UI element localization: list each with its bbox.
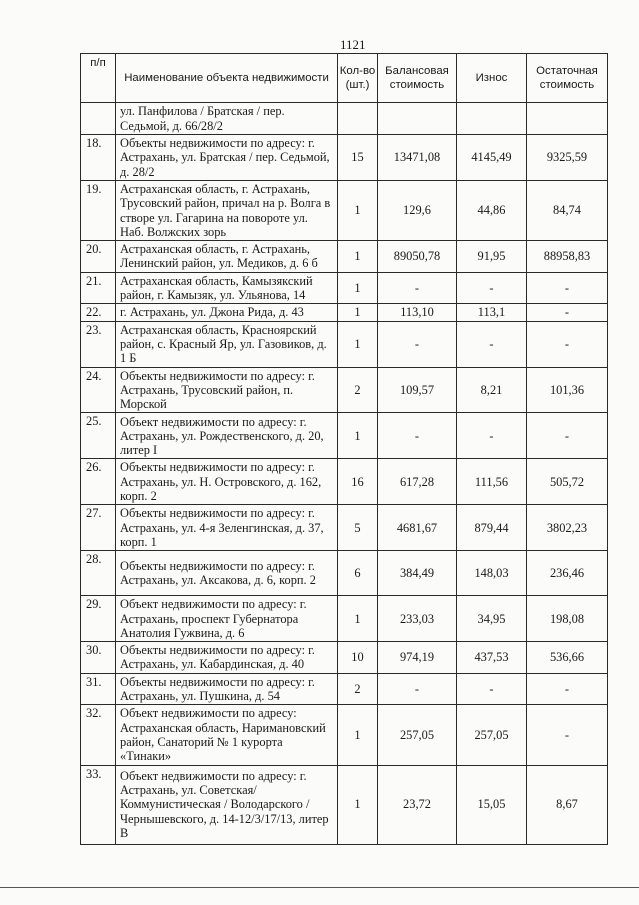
header-no: п/п [81, 54, 116, 103]
row-number: 31. [81, 673, 116, 705]
table-row [81, 272, 608, 304]
row-residual: 88958,83 [527, 241, 608, 273]
row-number: 27. [81, 505, 116, 551]
row-qty: 1 [338, 596, 378, 642]
row-name: Объекты недвижимости по адресу: г. Астрахань, ул. 4-я Зеленгинская, д. 37, корп. 1 [116, 505, 338, 551]
row-qty: 1 [338, 765, 378, 844]
row-qty: 1 [338, 181, 378, 241]
header-wear: Износ [457, 54, 527, 103]
row-qty: 1 [338, 304, 378, 321]
row-balance: 974,19 [378, 642, 457, 674]
row-wear: - [457, 272, 527, 304]
table-row [81, 505, 608, 551]
page-number: 1121 [340, 37, 366, 52]
row-balance: - [378, 413, 457, 459]
row-number: 20. [81, 241, 116, 273]
row-name: Объект недвижимости по адресу: г. Астрахань, проспект Губернатора Анатолия Гужвина, д. 6 [116, 596, 338, 642]
row-number: 22. [81, 304, 116, 321]
row-residual: 9325,59 [527, 135, 608, 181]
table-row [81, 181, 608, 241]
property-table [80, 53, 608, 845]
row-balance: 89050,78 [378, 241, 457, 273]
table-row [81, 103, 608, 135]
row-residual: 84,74 [527, 181, 608, 241]
row-residual: - [527, 304, 608, 321]
row-name: Объекты недвижимости по адресу: г. Астрахань, ул. Аксакова, д. 6, корп. 2 [116, 551, 338, 596]
row-balance: 23,72 [378, 765, 457, 844]
row-wear: - [457, 673, 527, 705]
row-residual: 101,36 [527, 367, 608, 413]
row-residual: - [527, 413, 608, 459]
table-row [81, 241, 608, 273]
row-wear: - [457, 321, 527, 367]
row-wear: 437,53 [457, 642, 527, 674]
row-name: ул. Панфилова / Братская / пер. Седьмой, д. 66/28/2 [116, 103, 338, 135]
row-balance: 109,57 [378, 367, 457, 413]
row-wear: 34,95 [457, 596, 527, 642]
row-name: Объект недвижимости по адресу: г. Астрахань, ул. Рождественского, д. 20, литер I [116, 413, 338, 459]
row-balance: 617,28 [378, 459, 457, 505]
row-balance: - [378, 321, 457, 367]
row-number [81, 103, 116, 135]
row-residual [527, 103, 608, 135]
row-residual: 236,46 [527, 551, 608, 596]
table-row [81, 304, 608, 321]
table-row [81, 135, 608, 181]
row-name: Объекты недвижимости по адресу: г. Астрахань, ул. Пушкина, д. 54 [116, 673, 338, 705]
row-wear: - [457, 413, 527, 459]
row-wear: 257,05 [457, 705, 527, 765]
header-balance: Балансовая стоимость [378, 54, 457, 103]
row-wear: 4145,49 [457, 135, 527, 181]
row-qty: 1 [338, 413, 378, 459]
row-balance: 113,10 [378, 304, 457, 321]
bottom-rule [0, 887, 639, 888]
header-row [81, 54, 608, 103]
row-name: Объекты недвижимости по адресу: г. Астрахань, Трусовский район, п. Морской [116, 367, 338, 413]
row-balance [378, 103, 457, 135]
row-number: 18. [81, 135, 116, 181]
row-name: Объекты недвижимости по адресу: г. Астрахань, ул. Кабардинская, д. 40 [116, 642, 338, 674]
row-balance: 4681,67 [378, 505, 457, 551]
row-balance: 257,05 [378, 705, 457, 765]
row-wear [457, 103, 527, 135]
row-qty: 5 [338, 505, 378, 551]
row-qty: 1 [338, 272, 378, 304]
row-name: Объект недвижимости по адресу: Астраханская область, Наримановский район, Санаторий № 1 курорта «Тинаки» [116, 705, 338, 765]
table-row [81, 413, 608, 459]
row-qty: 1 [338, 705, 378, 765]
header-name: Наименование объекта недвижимости [116, 54, 338, 103]
table-row [81, 459, 608, 505]
table-row [81, 321, 608, 367]
row-qty: 16 [338, 459, 378, 505]
row-balance: 129,6 [378, 181, 457, 241]
table-row [81, 705, 608, 765]
row-name: Астраханская область, Камызякский район, г. Камызяк, ул. Ульянова, 14 [116, 272, 338, 304]
row-residual: - [527, 321, 608, 367]
table-row [81, 551, 608, 596]
row-wear: 148,03 [457, 551, 527, 596]
row-wear: 111,56 [457, 459, 527, 505]
row-residual: 505,72 [527, 459, 608, 505]
header-qty: Кол-во (шт.) [338, 54, 378, 103]
row-balance: 13471,08 [378, 135, 457, 181]
row-number: 32. [81, 705, 116, 765]
row-residual: - [527, 272, 608, 304]
row-qty: 1 [338, 241, 378, 273]
row-qty: 2 [338, 367, 378, 413]
row-name: Объекты недвижимости по адресу: г. Астрахань, ул. Н. Островского, д. 162, корп. 2 [116, 459, 338, 505]
table-row [81, 367, 608, 413]
row-qty [338, 103, 378, 135]
header-residual: Остаточная стоимость [527, 54, 608, 103]
row-number: 24. [81, 367, 116, 413]
table-row [81, 673, 608, 705]
row-wear: 8,21 [457, 367, 527, 413]
row-wear: 879,44 [457, 505, 527, 551]
row-qty: 1 [338, 321, 378, 367]
row-residual: 3802,23 [527, 505, 608, 551]
row-qty: 10 [338, 642, 378, 674]
row-qty: 2 [338, 673, 378, 705]
row-residual: - [527, 673, 608, 705]
row-name: Астраханская область, г. Астрахань, Трусовский район, причал на р. Волга в створе ул. Гагарина на повороте ул. Наб. Волжских зорь [116, 181, 338, 241]
row-wear: 44,86 [457, 181, 527, 241]
row-residual: 8,67 [527, 765, 608, 844]
row-balance: 384,49 [378, 551, 457, 596]
row-number: 29. [81, 596, 116, 642]
row-wear: 91,95 [457, 241, 527, 273]
row-number: 33. [81, 765, 116, 844]
row-residual: - [527, 705, 608, 765]
row-name: Астраханская область, Красноярский район, с. Красный Яр, ул. Газовиков, д. 1 Б [116, 321, 338, 367]
row-qty: 6 [338, 551, 378, 596]
row-balance: - [378, 272, 457, 304]
row-balance: - [378, 673, 457, 705]
row-name: Объект недвижимости по адресу: г. Астрахань, ул. Советская/ Коммунистическая / Володарского / Чернышевского, д. 14-12/3/17/13, литер В [116, 765, 338, 844]
row-name: Объекты недвижимости по адресу: г. Астрахань, ул. Братская / пер. Седьмой, д. 28/2 [116, 135, 338, 181]
row-number: 23. [81, 321, 116, 367]
table-row [81, 642, 608, 674]
row-number: 25. [81, 413, 116, 459]
row-balance: 233,03 [378, 596, 457, 642]
row-number: 21. [81, 272, 116, 304]
table-row [81, 596, 608, 642]
row-name: г. Астрахань, ул. Джона Рида, д. 43 [116, 304, 338, 321]
row-wear: 15,05 [457, 765, 527, 844]
table-row [81, 765, 608, 844]
row-number: 30. [81, 642, 116, 674]
row-residual: 536,66 [527, 642, 608, 674]
row-qty: 15 [338, 135, 378, 181]
row-wear: 113,1 [457, 304, 527, 321]
row-number: 26. [81, 459, 116, 505]
row-name: Астраханская область, г. Астрахань, Ленинский район, ул. Медиков, д. 6 б [116, 241, 338, 273]
row-number: 19. [81, 181, 116, 241]
row-residual: 198,08 [527, 596, 608, 642]
row-number: 28. [81, 551, 116, 596]
